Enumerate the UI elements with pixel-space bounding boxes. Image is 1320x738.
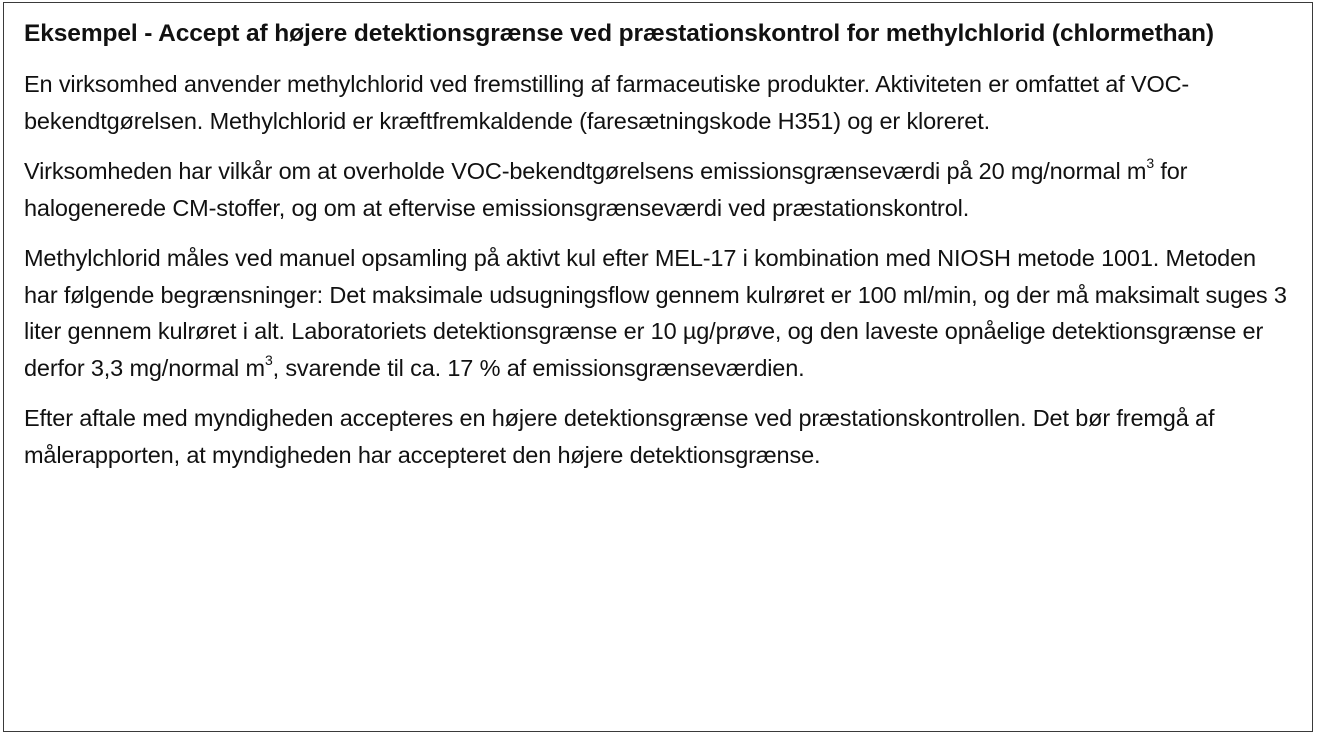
example-title: Eksempel - Accept af højere detektionsgrænse ved præstationskontrol for methylchlorid (chlormethan) [24,20,1214,47]
paragraph-method-text-1: Methylchlorid måles ved manuel opsamling på aktivt kul efter MEL-17 i kombination med NIOSH metode 1001. Metoden har følgende begrænsninger: Det maksimale udsugningsflow gennem kulrøret er 100 ml/min, og der må maksimalt suges 3 liter gennem kulrøret i alt. Laboratoriets detektionsgrænse er 10 µg/prøve, og den laveste opnåelige detektionsgrænse er derfor 3,3 mg/normal m [24,245,1287,381]
paragraph-conditions-text-2: for halogenerede CM-stoffer, og om at eftervise emissionsgrænseværdi ved præstationskontrol. [24,158,1188,221]
paragraph-method-text-2: , svarende til ca. 17 % af emissionsgrænseværdien. [272,354,805,381]
paragraph-conditions-text-1: Virksomheden har vilkår om at overholde VOC-bekendtgørelsens emissionsgrænseværdi på 20 mg/normal m [24,158,1147,184]
example-box [3,2,1313,732]
paragraph-agreement: Efter aftale med myndigheden accepteres en højere detektionsgrænse ved præstationskontrollen. Det bør fremgå af målerapporten, at myndigheden har accepteret den højere detektionsgrænse. [24,405,1215,468]
paragraph-conditions [24,153,1292,226]
superscript-3: 3 [264,351,273,368]
paragraph-method [24,240,1292,386]
superscript-3: 3 [1146,155,1154,172]
paragraph-intro: En virksomhed anvender methylchlorid ved fremstilling af farmaceutiske produkter. Aktiviteten er omfattet af VOC-bekendtgørelsen. Methylchlorid er kræftfremkaldende (faresætningskode H351) og er kloreret. [24,71,1190,134]
